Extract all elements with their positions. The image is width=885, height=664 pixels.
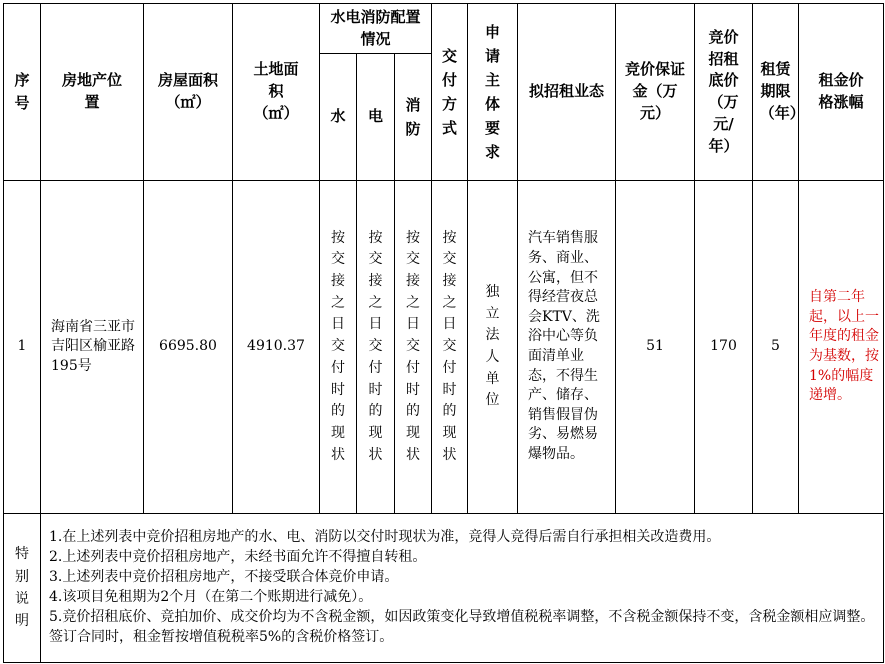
cell-applicant: 独立法人单位 — [468, 181, 518, 514]
cell-lease-term: 5 — [753, 181, 799, 514]
cell-base-price: 170 — [695, 181, 753, 514]
table-row — [4, 181, 884, 514]
header-utility-group: 水电消防配置情况 — [320, 4, 432, 54]
special-notes — [41, 514, 884, 663]
cell-location: 海南省三亚市吉阳区榆亚路195号 — [41, 181, 144, 514]
header-rent-increase: 租金价格涨幅 — [799, 4, 884, 181]
cell-business: 汽车销售服务、商业、公寓，但不得经营夜总会KTV、洗浴中心等负面清单业态，不得生产、储存、销售假冒伪劣、易燃易爆物品。 — [518, 181, 616, 514]
header-seq: 序号 — [4, 4, 41, 181]
header-land-area: 土地面积（㎡） — [233, 4, 320, 181]
note-1: 1.在上述列表中竞价招租房地产的水、电、消防以交付时现状为准，竞得人竞得后需自行承担相关改造费用。 — [49, 529, 721, 546]
cell-building-area: 6695.80 — [144, 181, 233, 514]
note-5: 5.竞价招租底价、竞拍加价、成交价均为不含税金额，如因政策变化导致增值税税率调整，不含税金额保持不变，含税金额相应调整。签订合同时，租金暂按增值税税率5%的含税价格签订。 — [49, 608, 875, 645]
header-delivery: 交付方式 — [432, 4, 468, 181]
cell-rent-increase: 自第二年起，以上一年度的租金为基数，按1%的幅度递增。 — [799, 181, 884, 514]
cell-deposit: 51 — [616, 181, 695, 514]
header-location: 房地产位置 — [41, 4, 144, 181]
header-deposit: 竞价保证金（万元） — [616, 4, 695, 181]
cell-seq: 1 — [4, 181, 41, 514]
lease-table — [3, 3, 884, 663]
cell-land-area: 4910.37 — [233, 181, 320, 514]
header-electric: 电 — [357, 54, 395, 181]
cell-water: 按交接之日交付时的现状 — [320, 181, 357, 514]
note-2: 2.上述列表中竞价招租房地产，未经书面允许不得擅自转租。 — [49, 549, 427, 566]
special-label: 特别说明 — [4, 514, 41, 663]
cell-electric: 按交接之日交付时的现状 — [357, 181, 395, 514]
header-base-price: 竞价招租底价（万元/年） — [695, 4, 753, 181]
header-water: 水 — [320, 54, 357, 181]
note-4: 4.该项目免租期为2个月（在第二个账期进行减免）。 — [49, 589, 373, 605]
special-notes-row — [4, 514, 884, 663]
header-fire: 消防 — [395, 54, 432, 181]
note-3: 3.上述列表中竞价招租房地产，不接受联合体竞价申请。 — [49, 569, 399, 586]
header-lease-term: 租赁期限（年） — [753, 4, 799, 181]
header-applicant: 申请主体要求 — [468, 4, 518, 181]
cell-delivery: 按交接之日交付时的现状 — [432, 181, 468, 514]
header-business: 拟招租业态 — [518, 4, 616, 181]
header-building-area: 房屋面积（㎡） — [144, 4, 233, 181]
cell-fire: 按交接之日交付时的现状 — [395, 181, 432, 514]
